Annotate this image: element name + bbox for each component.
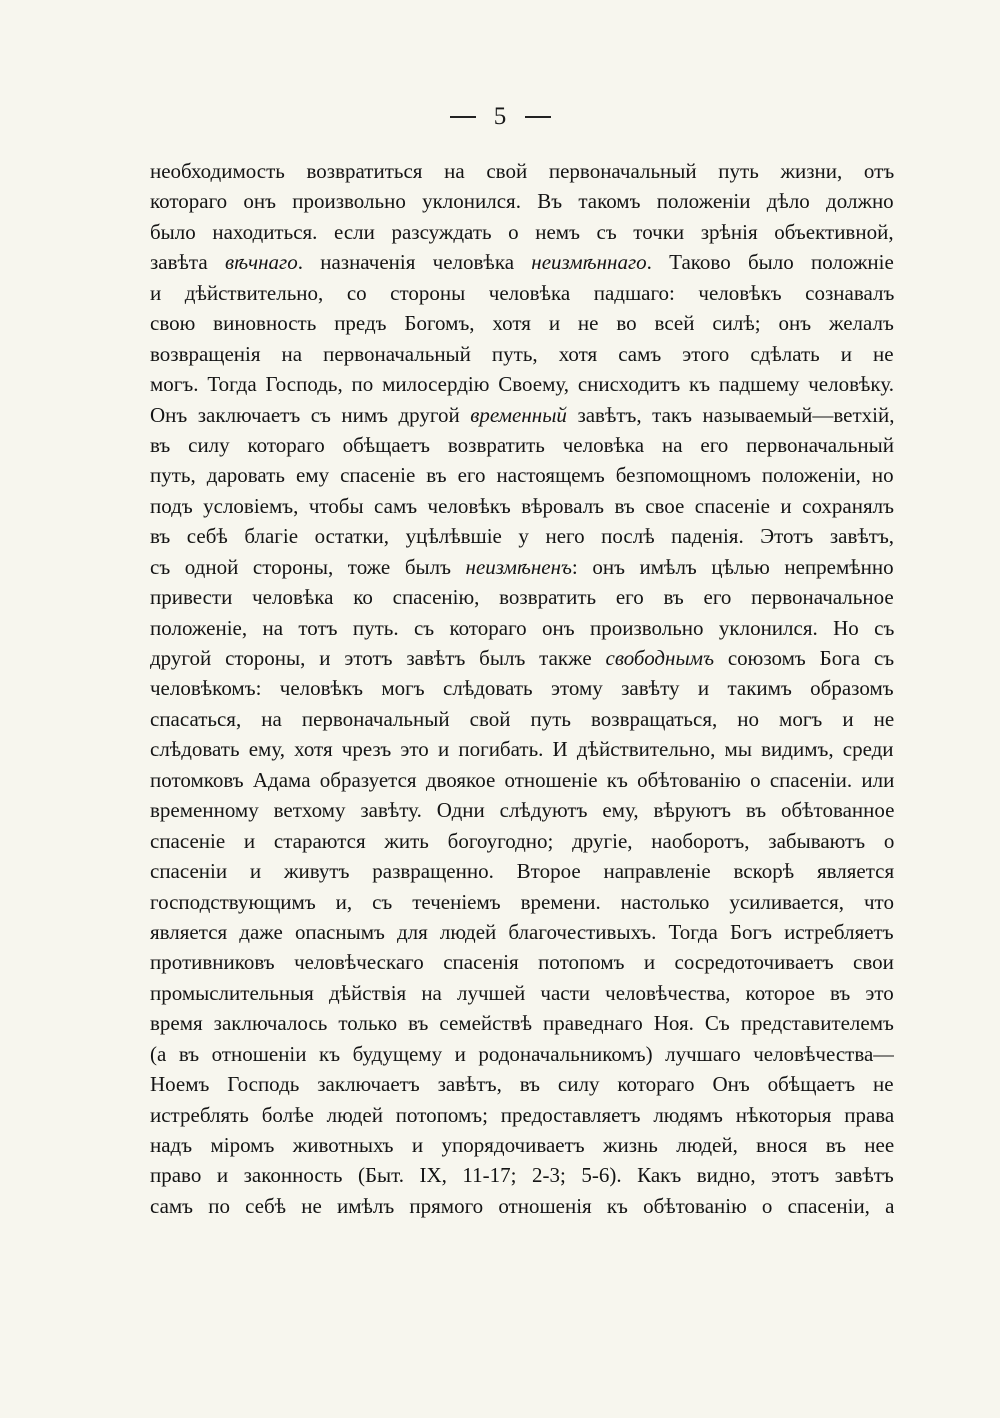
line-text: является даже опаснымъ для людей благочестивыхъ. Тогда Богъ истребляетъ bbox=[150, 919, 894, 944]
text-line bbox=[150, 1160, 894, 1190]
header-dash-right bbox=[525, 116, 551, 118]
line-text: временному ветхому завѣту. Одни слѣдуютъ ему, вѣруютъ въ обѣтованное bbox=[150, 798, 894, 823]
text-line bbox=[150, 552, 894, 582]
line-text: свою виновность предъ Богомъ, хотя и не во всей силѣ; онъ желалъ bbox=[150, 311, 894, 336]
line-text: съ одной стороны, тоже былъ bbox=[150, 554, 466, 579]
line-text: союзомъ Бога съ bbox=[714, 646, 894, 670]
text-line bbox=[150, 734, 894, 764]
line-text: завѣтъ, такъ называемый—ветхій, bbox=[566, 402, 894, 427]
text-line bbox=[150, 430, 894, 460]
text-line bbox=[150, 460, 894, 490]
text-line bbox=[150, 673, 894, 703]
line-text: спасеніи и живутъ развращенно. Второе направленіе вскорѣ является bbox=[150, 859, 894, 884]
line-text: . назначенія человѣка bbox=[297, 250, 532, 275]
line-text: путь, даровать ему спасеніе въ его настоящемъ безпомощномъ положеніи, но bbox=[150, 463, 894, 488]
line-text: спасаться, на первоначальный свой путь возвращаться, но могъ и не bbox=[150, 706, 894, 731]
line-text: завѣта bbox=[150, 250, 225, 275]
text-line bbox=[150, 826, 894, 856]
text-line bbox=[150, 308, 894, 338]
page-header bbox=[0, 100, 1000, 134]
text-line bbox=[150, 369, 894, 399]
text-line bbox=[150, 247, 894, 277]
line-text: самъ по себѣ не имѣлъ прямого отношенія къ обѣтованію о спасеніи, а bbox=[150, 1193, 894, 1218]
text-line bbox=[150, 217, 894, 247]
line-text: возвращенія на первоначальный путь, хотя самъ этого сдѣлать и не bbox=[150, 341, 894, 366]
header-dash-left bbox=[450, 116, 476, 118]
line-text: спасеніе и стараются жить богоугодно; другіе, наоборотъ, забываютъ о bbox=[150, 828, 894, 853]
text-line bbox=[150, 1008, 894, 1038]
text-line bbox=[150, 1191, 894, 1221]
text-line bbox=[150, 339, 894, 369]
text-line bbox=[150, 856, 894, 886]
line-text: (а въ отношеніи къ будущему и родоначальникомъ) лучшаго человѣчества— bbox=[150, 1041, 894, 1066]
text-line bbox=[150, 765, 894, 795]
line-text: промыслительныя дѣйствія на лучшей части человѣчества, которое въ это bbox=[150, 980, 894, 1005]
line-text: въ себѣ благіе остатки, уцѣлѣвшіе у него послѣ паденія. Этотъ завѣтъ, bbox=[150, 524, 894, 549]
line-text: . Таково было положніе bbox=[646, 250, 894, 275]
line-text: Онъ заключаетъ съ нимъ другой bbox=[150, 402, 471, 427]
text-line bbox=[150, 704, 894, 734]
line-text: противниковъ человѣческаго спасенія потопомъ и сосредоточиваетъ свои bbox=[150, 950, 894, 975]
text-line bbox=[150, 1069, 894, 1099]
line-text: господствующимъ и, съ теченіемъ времени. настолько усиливается, что bbox=[150, 889, 894, 914]
line-text: необходимость возвратиться на свой первоначальный путь жизни, отъ bbox=[150, 159, 894, 183]
line-text: истреблять болѣе людей потопомъ; предоставляетъ людямъ нѣкоторыя права bbox=[150, 1102, 894, 1127]
text-line bbox=[150, 947, 894, 977]
line-text: Ноемъ Господь заключаетъ завѣтъ, въ силу котораго Онъ обѣщаетъ не bbox=[150, 1072, 894, 1097]
italic-word: вѣчнаго bbox=[224, 250, 298, 275]
line-text: слѣдовать ему, хотя чрезъ это и погибать. И дѣйствительно, мы видимъ, среди bbox=[150, 737, 894, 762]
text-line bbox=[150, 400, 894, 430]
text-line bbox=[150, 613, 894, 643]
italic-word: неизмѣннаго bbox=[531, 250, 647, 275]
line-text: надъ міромъ животныхъ и упорядочиваетъ жизнь людей, внося въ нее bbox=[150, 1133, 894, 1157]
text-line bbox=[150, 978, 894, 1008]
page-number: 5 bbox=[493, 103, 507, 130]
text-line bbox=[150, 156, 894, 186]
line-text: человѣкомъ: человѣкъ могъ слѣдовать этому завѣту и такимъ образомъ bbox=[150, 676, 894, 701]
text-line bbox=[150, 917, 894, 947]
line-text: въ силу котораго обѣщаетъ возвратить человѣка на его первоначальный bbox=[150, 432, 894, 457]
text-line bbox=[150, 643, 894, 673]
line-text: котораго онъ произвольно уклонился. Въ такомъ положеніи дѣло должно bbox=[150, 189, 894, 214]
line-text: время заключалось только въ семействѣ праведнаго Ноя. Съ представителемъ bbox=[150, 1011, 894, 1036]
italic-word: неизмѣненъ bbox=[465, 554, 572, 579]
italic-word: свободнымъ bbox=[605, 646, 714, 670]
line-text: право и законность (Быт. IX, 11-17; 2-3; 5-6). Какъ видно, этотъ завѣтъ bbox=[150, 1163, 894, 1188]
text-line bbox=[150, 1039, 894, 1069]
text-line bbox=[150, 887, 894, 917]
text-body bbox=[150, 156, 894, 1221]
text-line bbox=[150, 491, 894, 521]
line-text: и дѣйствительно, со стороны человѣка падшаго: человѣкъ сознавалъ bbox=[150, 280, 894, 305]
text-line bbox=[150, 1100, 894, 1130]
text-line bbox=[150, 795, 894, 825]
text-line bbox=[150, 186, 894, 216]
line-text: было находиться. если разсуждать о немъ съ точки зрѣнія объективной, bbox=[150, 219, 894, 244]
text-line bbox=[150, 582, 894, 612]
line-text: подъ условіемъ, чтобы самъ человѣкъ вѣровалъ въ свое спасеніе и сохранялъ bbox=[150, 493, 894, 518]
text-line bbox=[150, 521, 894, 551]
line-text: положеніе, на тотъ путь. съ котораго онъ произвольно уклонился. Но съ bbox=[150, 615, 894, 640]
line-text: : онъ имѣлъ цѣлью непремѣнно bbox=[571, 554, 894, 579]
text-line bbox=[150, 278, 894, 308]
italic-word: временный bbox=[470, 402, 567, 427]
text-line bbox=[150, 1130, 894, 1160]
line-text: могъ. Тогда Господь, по милосердію Своему, снисходитъ къ падшему человѣку. bbox=[150, 372, 894, 397]
line-text: привести человѣка ко спасенію, возвратить его въ его первоначальное bbox=[150, 585, 894, 610]
line-text: другой стороны, и этотъ завѣтъ былъ также bbox=[150, 646, 606, 670]
line-text: потомковъ Адама образуется двоякое отношеніе къ обѣтованію о спасеніи. или bbox=[150, 767, 894, 792]
